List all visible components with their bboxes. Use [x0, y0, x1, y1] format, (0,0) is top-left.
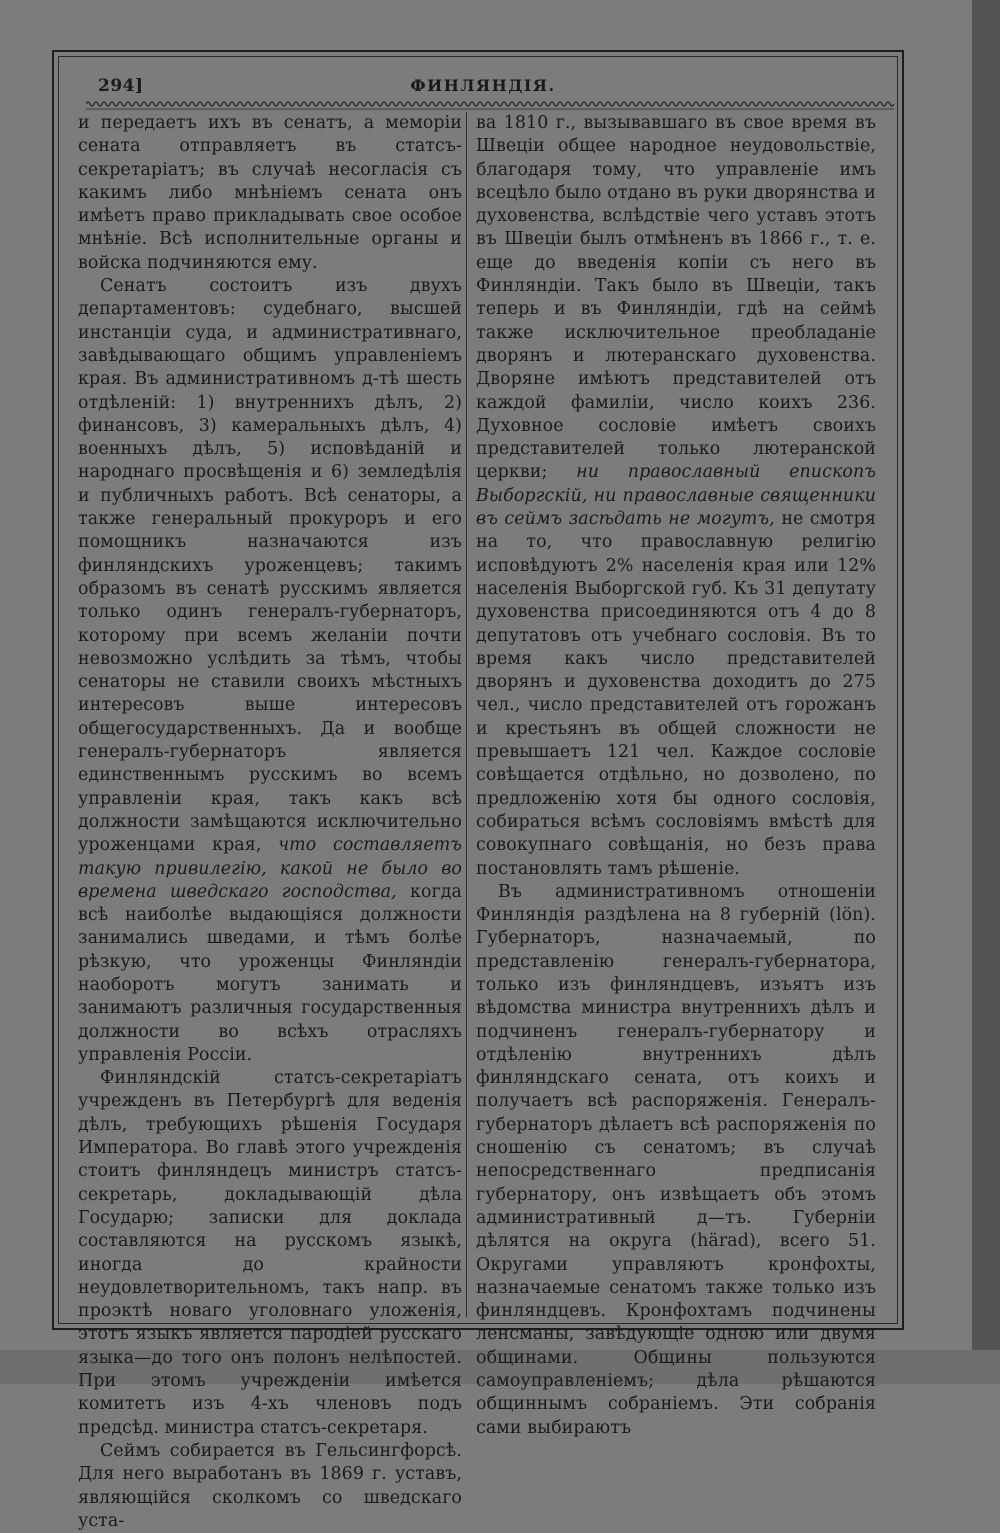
page-number: 294]: [98, 76, 144, 96]
column-divider: [466, 112, 467, 1317]
running-title: ФИНЛЯНДІЯ.: [410, 76, 556, 95]
paragraph-diet: Сеймъ собирается въ Гельсингфорсѣ. Для него выработанъ въ 1869 г. уставъ, являющійся сколкомъ со шведскаго уста-: [78, 1440, 462, 1531]
decorative-wavy-rule: [86, 98, 894, 112]
paragraph-administrative-division: Въ административномъ отношеніи Финляндія раздѣлена на 8 губерній (lön). Губернаторъ, назначаемый, по представленію генералъ-губернатора, только изъ финляндцевъ, изъятъ изъ вѣдомства министра внутреннихъ дѣлъ и подчиненъ генералъ-губернатору и отдѣленію внутреннихъ дѣлъ финляндскаго сената, отъ коихъ и получаетъ всѣ распоряженія. Генералъ-губернаторъ дѣлаетъ всѣ распоряженія по сношенію съ сенатомъ; въ случаѣ непосредственнаго предписанія губернатору, онъ извѣщаетъ объ этомъ административный д—тъ. Губерніи дѣлятся на округа (härad), всего 51. Округами управляютъ кронфохты, назначаемые сенатомъ также только изъ финляндцевъ. Кронфохтамъ подчинены ленсманы, завѣдующіе одною или двумя общинами. Общины пользуются самоуправленіемъ; дѣла рѣшаются общиннымъ собраніемъ. Эти собранія сами выбираютъ: [476, 881, 876, 1438]
page-edge-shadow: [972, 0, 1000, 1384]
paragraph-senate-memoria: и передаетъ ихъ въ сенатъ, а меморіи сената отправляетъ въ статсъ-секретаріатъ; въ случаѣ несогласія съ какимъ либо мнѣніемъ сената онъ имѣетъ право прикладывать свое особое мнѣніе. Всѣ исполнительные органы и войска подчиняются ему.: [78, 113, 462, 273]
paragraph-diet-continued: ва 1810 г., вызывавшаго въ свое время въ Швеціи общее народное неудовольствіе, благодаря тому, что управленіе имъ всецѣло было отдано въ руки дворянства и духовенства, вслѣдствіе чего уставъ этотъ въ Швеціи былъ отмѣненъ въ 1866 г., т. е. еще до введенія копіи съ него въ Финляндіи. Такъ было въ Швеціи, такъ теперь и въ Финляндіи, гдѣ на сеймѣ также исключительное преобладаніе дворянъ и лютеранскаго духовенства. Дворяне имѣютъ представителей отъ каждой фамиліи, число коихъ 236. Духовное сословіе имѣетъ своихъ представителей только лютеранской церкви; ни православный епископъ Выборгскій, ни православные священники въ сеймъ засѣдать не могутъ, не смотря на то, что православную религію исповѣдуютъ 2% населенія края или 12% населенія Выборгской губ. Къ 31 депутату духовенства присоединяются отъ 4 до 8 депутатовъ отъ учебнаго сословія. Въ то время какъ число представителей дворянъ и духовенства доходитъ до 275 чел., число представителей отъ горожанъ и крестьянъ въ общей сложности не превышаетъ 121 чел. Каждое сословіе совѣщается отдѣльно, но дозволено, по предложенію хотя бы одного сословія, собираться всѣмъ сословіямъ вмѣстѣ для совокупнаго совѣщанія, но безъ права постановлять тамъ рѣшеніе.: [476, 113, 876, 879]
italic-emphasis: что составляетъ такую привилегію, какой не было во времена шведскаго господства,: [78, 835, 462, 902]
paragraph-state-secretariat: Финляндскій статсъ-секретаріатъ учрежденъ въ Петербургѣ для веденія дѣлъ, требующихъ рѣшенія Государя Императора. Во главѣ этого учрежденія стоитъ финляндецъ министръ статсъ-секретарь, докладывающій дѣла Государю; записки для доклада составляются на русскомъ языкѣ, иногда до крайности неудовлетворительномъ, такъ напр. въ проэктѣ новаго уголовнаго уложенія, этотъ языкъ является пародіей русскаго языка—до того онъ полонъ нелѣпостей. При этомъ учрежденіи имѣется комитетъ изъ 4-хъ членовъ подъ предсѣд. министра статсъ-секретаря.: [78, 1068, 462, 1438]
left-column: [78, 112, 462, 1533]
paragraph-senate-structure: Сенатъ состоитъ изъ двухъ департаментовъ: судебнаго, высшей инстанціи суда, и административнаго, завѣдывающаго общимъ управленіемъ края. Въ административномъ д-тѣ шесть отдѣленій: 1) внутреннихъ дѣлъ, 2) финансовъ, 3) камеральныхъ дѣлъ, 4) военныхъ дѣлъ, 5) исповѣданій и народнаго просвѣщенія и 6) земледѣлія и публичныхъ работъ. Всѣ сенаторы, а также генеральный прокуроръ и его помощникъ назначаются изъ финляндскихъ уроженцевъ; такимъ образомъ въ сенатѣ русскимъ является только одинъ генералъ-губернаторъ, которому при всемъ желаніи почти невозможно услѣдить за тѣмъ, чтобы сенаторы не ставили своихъ мѣстныхъ интересовъ выше интересовъ общегосударственныхъ. Да и вообще генералъ-губернаторъ является единственнымъ русскимъ во всемъ управленіи края, такъ какъ всѣ должности замѣщаются исключительно уроженцами края, что составляетъ такую привилегію, какой не было во времена шведскаго господства, когда всѣ наиболѣе выдающіяся должности занимались шведами, и тѣмъ болѣе рѣзкую, что уроженцы Финляндіи наоборотъ могутъ занимать и занимаютъ различныя государственныя должности во всѣхъ отрасляхъ управленія Россіи.: [78, 276, 462, 1065]
italic-emphasis: ни православный епископъ Выборгскій, ни православные священники въ сеймъ засѣдать не могутъ,: [476, 462, 876, 530]
right-column: [476, 112, 876, 1440]
page-header: [70, 72, 896, 100]
